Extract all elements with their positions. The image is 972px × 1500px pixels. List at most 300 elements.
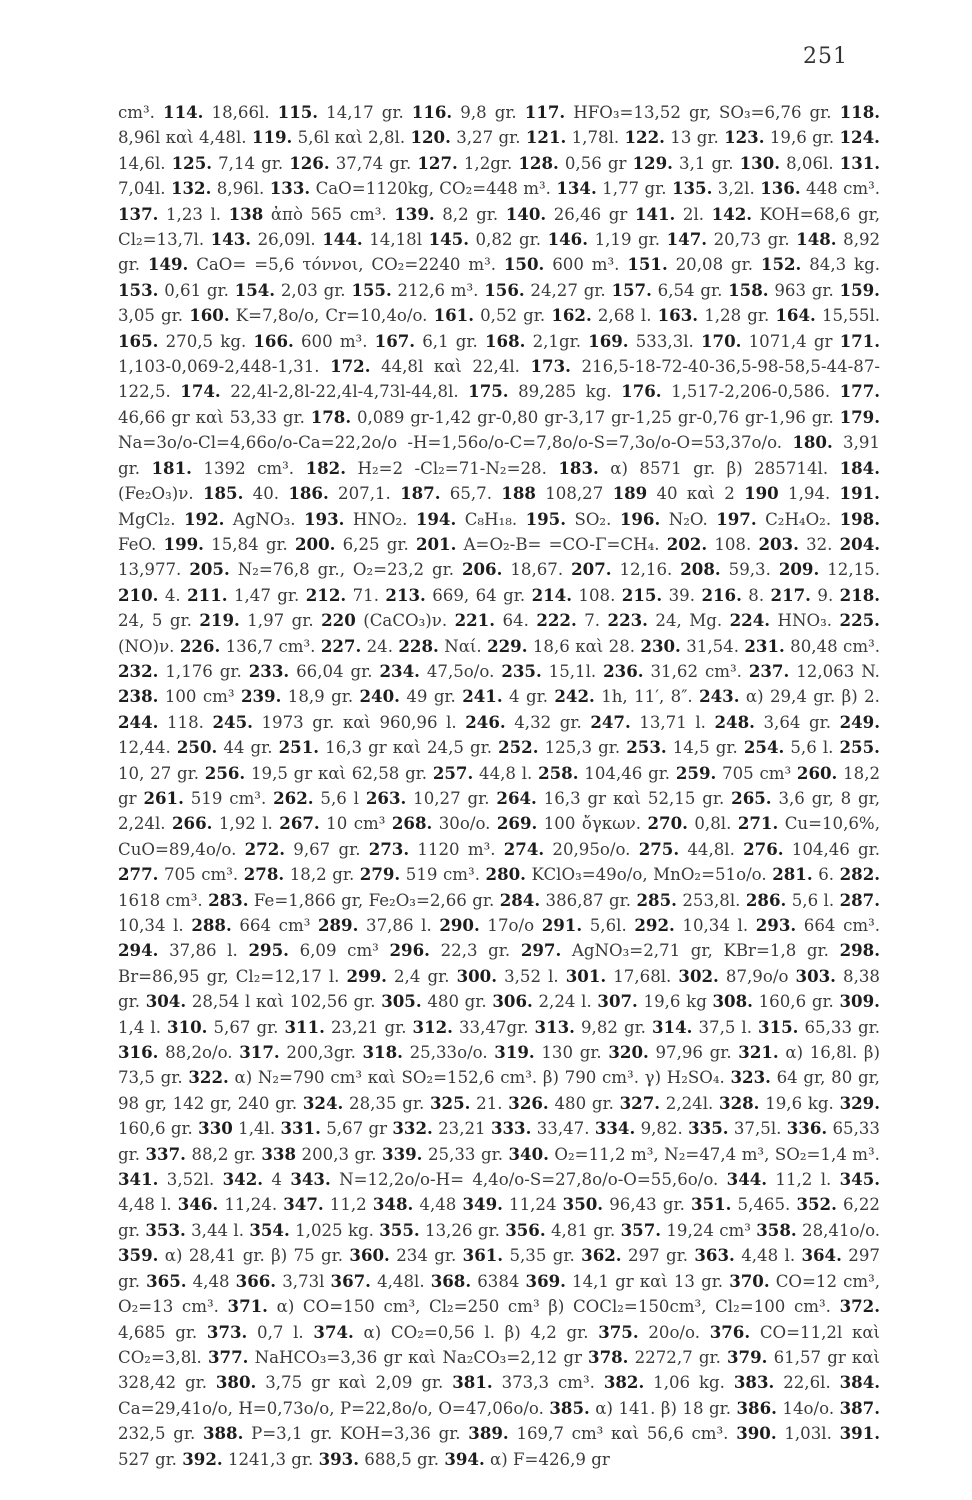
answer-number: 180. — [792, 432, 833, 453]
answer-number: 366. — [235, 1270, 277, 1291]
answer-number: 323. — [730, 1067, 771, 1088]
answer-entry — [595, 1119, 683, 1138]
answer-number: 114. — [163, 102, 204, 122]
answer-entry — [758, 535, 832, 554]
answer-entry — [504, 840, 631, 859]
answer-number: 145. — [428, 229, 469, 250]
answer-text: 8,96l. — [216, 179, 265, 199]
answer-number: 135. — [671, 178, 713, 199]
answer-text: 30o/o. — [438, 814, 491, 834]
answer-text: Br=86,95 gr, Cl₂=12,17 l. — [118, 966, 340, 986]
answer-text: 9,82 gr. — [580, 1017, 646, 1037]
answer-text: 19,6 gr. — [769, 128, 835, 148]
answer-number: 160. — [189, 305, 230, 326]
answer-text: 17,68l. — [613, 966, 672, 986]
answer-entry — [506, 205, 628, 224]
answer-entry — [182, 1450, 313, 1469]
answer-number: 335. — [688, 1118, 729, 1139]
answer-text: 88,2 gr. — [191, 1144, 256, 1164]
answer-text: 600 m³. — [300, 331, 368, 351]
answer-text: 1,97 gr. — [247, 611, 314, 631]
answer-text: 19,5 gr καὶ 62,58 gr. — [250, 763, 428, 783]
answer-text: 5,465. — [737, 1195, 791, 1215]
answer-entry — [412, 103, 517, 122]
answer-number: 140. — [505, 203, 547, 224]
answer-number: 315. — [758, 1016, 799, 1037]
answer-text: 527 gr. — [118, 1449, 177, 1469]
answer-entry — [318, 916, 432, 935]
answer-entry — [588, 332, 694, 351]
answer-text: 2,1gr. — [532, 331, 581, 351]
answer-number: 354. — [249, 1219, 290, 1240]
answer-entry — [239, 1043, 356, 1062]
answer-text: 23,21 gr. — [330, 1017, 407, 1037]
answer-entry — [211, 230, 316, 249]
answer-number: 215. — [621, 584, 663, 605]
answer-number: 231. — [744, 635, 785, 656]
answer-text: 200,3gr. — [286, 1043, 356, 1063]
answer-text: 373,3 cm³. — [501, 1373, 595, 1393]
answer-number: 179. — [839, 406, 880, 427]
answer-number: 295. — [248, 940, 289, 961]
answer-text: 1,103-0,069-2,448-1,31. — [118, 357, 320, 377]
answer-entry — [167, 1018, 278, 1037]
answer-text: 25,33o/o. — [409, 1043, 488, 1063]
answer-number: 133. — [269, 178, 311, 199]
answer-number: 373. — [206, 1321, 248, 1342]
answer-text: 8. — [748, 585, 765, 605]
answer-number: 250. — [176, 737, 218, 758]
answer-text: C₂H₄O₂. — [765, 509, 832, 529]
answer-number: 183. — [558, 457, 599, 478]
answer-entry — [492, 992, 591, 1011]
answer-entry — [699, 687, 880, 706]
answer-number: 197. — [716, 508, 757, 529]
answer-number: 338 — [261, 1143, 297, 1164]
answer-entry — [295, 535, 409, 554]
answer-text: 21. — [476, 1093, 503, 1113]
answer-text: 1,517-2,206-0,586. — [671, 382, 831, 402]
answer-entry — [213, 713, 457, 732]
answer-number: 325. — [430, 1092, 471, 1113]
answer-text: 600 m³. — [552, 255, 620, 275]
answer-text: Ca=29,41o/o, H=0,73o/o, P=22,8o/o, O=47,06o/o. — [118, 1398, 544, 1418]
answer-text: 28,35 gr. — [349, 1093, 425, 1113]
answer-text: 1,77 gr. — [602, 179, 667, 199]
answer-entry — [249, 662, 373, 681]
answer-number: 358. — [756, 1219, 797, 1240]
answer-entry — [680, 560, 771, 579]
answer-number: 221. — [454, 610, 495, 631]
answer-number: 244. — [118, 711, 159, 732]
answer-number: 217. — [770, 584, 811, 605]
answer-text: 10, 27 gr. — [118, 763, 200, 783]
answer-number: 333. — [490, 1118, 532, 1139]
answer-text: 125,3 gr. — [544, 738, 621, 758]
answer-text: 97,96 gr. — [655, 1043, 732, 1063]
answer-number: 371. — [227, 1296, 268, 1317]
answer-entry — [444, 1450, 609, 1469]
answer-number: 228. — [398, 635, 439, 656]
answer-number: 178. — [310, 406, 352, 427]
answer-text: 4 — [271, 1170, 282, 1190]
answer-number: 170. — [701, 330, 742, 351]
answer-entry — [771, 586, 834, 605]
answer-entry — [462, 687, 548, 706]
answer-text: 33,47gr. — [458, 1017, 529, 1037]
answer-entry — [452, 1373, 595, 1392]
answer-entry — [385, 586, 525, 605]
answer-text: 4,48 l. — [741, 1246, 796, 1266]
answer-entry — [486, 865, 767, 884]
answer-entry — [369, 840, 496, 859]
answer-text: 13 gr. — [670, 128, 719, 148]
answer-text: 19,24 cm³ — [666, 1220, 751, 1240]
answer-number: 222. — [536, 610, 577, 631]
answer-text: 18,9 gr. — [287, 687, 354, 707]
answer-number: 387. — [839, 1397, 880, 1418]
answer-entry — [198, 1119, 275, 1138]
answer-entry — [223, 1170, 282, 1189]
answer-text: 4,32 gr. — [514, 712, 582, 732]
answer-text: Fe=1,866 gr, Fe₂O₃=2,66 gr. — [253, 890, 495, 910]
answer-number: 349. — [462, 1194, 503, 1215]
answer-number: 273. — [368, 838, 410, 859]
answer-number: 150. — [503, 254, 545, 275]
answer-entry — [208, 891, 494, 910]
answer-entry — [563, 1195, 685, 1214]
answer-entry — [322, 230, 422, 249]
answer-text: 1,2gr. — [463, 153, 513, 173]
answer-number: 346. — [177, 1194, 219, 1215]
answer-text: 1,28 gr. — [704, 306, 770, 326]
answer-number: 278. — [243, 864, 285, 885]
answer-entry — [145, 1221, 244, 1240]
answer-number: 189 — [612, 483, 648, 504]
answer-text: 6384 — [477, 1271, 520, 1291]
answer-text: N=12,2o/o-H= 4,4o/o-S=27,8o/o-O=55,6o/o. — [339, 1170, 719, 1190]
answer-text: 108. — [714, 534, 752, 554]
answer-entry — [621, 382, 830, 401]
answer-number: 157. — [611, 279, 652, 300]
answer-number: 218. — [839, 584, 881, 605]
answer-entry — [400, 484, 492, 503]
answer-text: 12,063 N. — [796, 661, 880, 681]
answer-number: 296. — [389, 940, 430, 961]
answer-text: 519 cm³. — [405, 865, 480, 885]
answer-entry — [143, 789, 266, 808]
answer-number: 287. — [839, 889, 880, 910]
answer-number: 158. — [728, 279, 769, 300]
answer-entry — [756, 916, 880, 935]
answer-text: 3,1 gr. — [679, 153, 734, 173]
answer-text: 66,04 gr. — [296, 661, 373, 681]
answer-number: 232. — [118, 660, 159, 681]
answer-number: 324. — [302, 1092, 344, 1113]
answer-entry — [627, 255, 753, 274]
answer-text: 3,44 l. — [191, 1220, 244, 1240]
answer-entry — [394, 205, 498, 224]
answer-entry — [494, 1043, 601, 1062]
answer-number: 307. — [597, 991, 638, 1012]
answer-text: 5,6l. — [589, 916, 627, 935]
answer-number: 303. — [795, 965, 836, 986]
answer-text: 3,05 gr. — [118, 306, 184, 326]
answer-text: 100 ὄγκων. — [543, 814, 642, 834]
answer-entry — [734, 1373, 831, 1392]
answer-number: 370. — [729, 1270, 770, 1291]
answer-text: 22,6l. — [783, 1373, 831, 1393]
answer-number: 350. — [562, 1194, 604, 1215]
answer-number: 382. — [603, 1372, 645, 1393]
answer-entry — [672, 179, 755, 198]
answer-entry — [118, 662, 242, 681]
answer-text: 169,7 cm³ καὶ 56,6 cm³. — [516, 1424, 729, 1444]
answer-number: 393. — [318, 1448, 359, 1469]
answer-entry — [118, 586, 181, 605]
answer-entry — [691, 1195, 790, 1214]
answer-text: 2272,7 gr. — [634, 1347, 721, 1367]
answer-entry — [118, 332, 246, 351]
answer-number: 300. — [456, 965, 497, 986]
answer-entry — [501, 662, 596, 681]
answer-number: 270. — [647, 813, 688, 834]
answer-text: 6. — [818, 865, 835, 885]
answer-number: 235. — [501, 660, 542, 681]
answer-entry — [382, 1145, 503, 1164]
answer-number: 313. — [534, 1016, 575, 1037]
answer-number: 331. — [280, 1118, 321, 1139]
answer-text: 6,09 cm³ — [299, 941, 379, 961]
answer-number: 312. — [412, 1016, 453, 1037]
answer-number: 359. — [118, 1245, 159, 1266]
answer-number: 343. — [290, 1169, 331, 1190]
answer-text: 23,21 — [438, 1119, 486, 1139]
answer-text: 24, Mg. — [655, 611, 723, 631]
answer-entry — [164, 535, 288, 554]
answer-number: 282. — [839, 864, 881, 885]
answer-text: cm³. — [118, 103, 155, 122]
answer-entry — [678, 967, 788, 986]
answer-number: 271. — [737, 813, 779, 834]
answer-number: 385. — [549, 1397, 590, 1418]
answer-text: α) F=426,9 gr — [490, 1449, 610, 1469]
answer-entry — [746, 891, 834, 910]
answer-number: 204. — [839, 533, 881, 554]
answer-entry — [536, 611, 600, 630]
answer-number: 127. — [417, 152, 458, 173]
answer-text: 8,92 gr. — [118, 230, 881, 275]
answer-text: SO₂. — [574, 509, 612, 529]
answer-text: 64. — [502, 611, 529, 631]
answer-text: 9,8 gr. — [460, 103, 517, 122]
answer-text: 8,06l. — [786, 153, 834, 173]
answer-number: 137. — [118, 203, 159, 224]
answer-entry — [525, 103, 832, 122]
answer-entry — [487, 637, 635, 656]
answer-number: 294. — [118, 940, 159, 961]
answer-entry — [289, 154, 411, 173]
answer-text: KOH=68,6 gr, Cl₂=13,7l. — [118, 204, 881, 250]
answer-entry — [331, 1272, 425, 1291]
answer-text: HFO₃=13,52 gr, SO₃=6,76 gr. — [573, 103, 832, 122]
answer-number: 319. — [494, 1042, 535, 1063]
answer-number: 255. — [839, 737, 880, 758]
answer-entry — [613, 484, 735, 503]
answer-entry — [416, 535, 660, 554]
answer-text: 12,15. — [827, 560, 881, 580]
answer-text: 3,52 l. — [504, 966, 559, 986]
answer-number: 187. — [400, 483, 441, 504]
answer-text: 5,35 gr. — [509, 1246, 575, 1266]
answer-entry — [719, 1094, 834, 1113]
answer-text: α) 141. β) 18 gr. — [595, 1398, 732, 1418]
answer-number: 341. — [118, 1169, 159, 1190]
answer-number: 328. — [719, 1092, 760, 1113]
answer-text: 12,16. — [619, 560, 673, 580]
answer-text: 4,48 — [192, 1271, 230, 1291]
answer-text: 160,6 gr. — [758, 992, 834, 1012]
answer-number: 167. — [374, 330, 416, 351]
answer-entry — [658, 306, 770, 325]
answer-text: 1h, 11′, 8″. — [601, 687, 693, 707]
answer-text: 688,5 gr. — [364, 1449, 440, 1469]
answer-entry — [571, 560, 672, 579]
answer-text: 61,57 gr καὶ 328,42 gr. — [118, 1347, 881, 1393]
answer-entry — [694, 1246, 795, 1265]
answer-number: 143. — [210, 229, 252, 250]
answer-text: 89,285 kg. — [518, 382, 612, 402]
answer-entry — [270, 179, 551, 198]
answer-entry — [636, 891, 740, 910]
answer-number: 344. — [726, 1169, 768, 1190]
answer-text: 1,47 gr. — [233, 585, 300, 605]
answer-entry — [566, 967, 672, 986]
answer-text: 88,2o/o. — [165, 1043, 233, 1063]
answer-number: 351. — [690, 1194, 732, 1215]
answer-number: 257. — [432, 762, 474, 783]
answer-entry — [392, 1119, 485, 1138]
answer-text: K=7,8o/o, Cr=10,4o/o. — [235, 306, 428, 326]
answer-entry — [518, 154, 626, 173]
answer-text: 234 gr. — [396, 1246, 457, 1266]
answer-entry — [349, 1246, 456, 1265]
answer-text: 14o/o. — [782, 1398, 835, 1418]
answer-entry — [245, 840, 361, 859]
answer-number: 302. — [678, 965, 719, 986]
answer-text: 270,5 kg. — [165, 331, 247, 351]
answer-entry — [433, 764, 532, 783]
answer-number: 182. — [305, 457, 346, 478]
answer-entry — [311, 408, 834, 427]
answer-text: 16,3 gr καὶ 24,5 gr. — [325, 738, 492, 758]
answer-entry — [184, 510, 296, 529]
answer-text: 108. — [578, 585, 616, 605]
answer-text: 24, 5 gr. — [118, 611, 192, 631]
answer-text: 20,73 gr. — [713, 230, 790, 250]
answer-number: 226. — [179, 635, 221, 656]
answer-text: 386,87 gr. — [545, 890, 632, 910]
answer-entry — [229, 205, 387, 224]
answer-entry — [558, 459, 828, 478]
answer-number: 297. — [520, 940, 562, 961]
answer-text: α) 29,4 gr. β) 2. — [745, 687, 880, 707]
answer-text: 20,08 gr. — [675, 255, 754, 275]
answer-number: 220 — [321, 610, 356, 631]
answer-entry — [279, 814, 385, 833]
answer-entry — [743, 840, 880, 859]
answer-text: 1,4l. — [238, 1119, 276, 1139]
answer-text: 14,17 gr. — [326, 103, 404, 122]
answer-entry — [588, 1348, 721, 1367]
answer-text: 216,5-18-72-40-36,5-98-58,5-44-87-122,5. — [118, 357, 881, 402]
answer-text: 705 cm³. — [163, 865, 239, 885]
answer-entry — [118, 103, 155, 122]
answer-entry — [205, 764, 427, 783]
answer-text: α) 28,41 gr. β) 75 gr. — [164, 1246, 344, 1266]
answer-text: 3,64 gr. — [763, 712, 832, 732]
answer-entry — [313, 1323, 588, 1342]
answer-entry — [504, 255, 620, 274]
answer-text: 11,24. — [224, 1195, 278, 1215]
answer-text: 24. — [366, 636, 394, 656]
answer-entry — [496, 789, 724, 808]
answer-text: 18,66l. — [211, 103, 270, 122]
answer-number: 292. — [634, 915, 675, 935]
answer-number: 367. — [330, 1270, 371, 1291]
answer-text: 13,26 gr. — [425, 1220, 500, 1240]
answer-entry — [756, 1221, 880, 1240]
answer-entry — [430, 1094, 503, 1113]
answer-text: 1618 cm³. — [118, 890, 203, 910]
answer-number: 330 — [198, 1118, 233, 1139]
answer-entry — [634, 916, 748, 935]
answer-number: 291. — [541, 915, 583, 935]
answer-entry — [235, 281, 346, 300]
answer-entry — [468, 1424, 728, 1443]
answer-text: 17o/o — [487, 916, 535, 935]
answer-number: 286. — [745, 889, 787, 910]
answer-number: 210. — [118, 584, 159, 605]
answer-text: Na=3o/o-Cl=4,66o/o-Ca=22,2o/o -H=1,56o/o-C=7,8o/o-S=7,3o/o-O=53,37o/o. — [118, 433, 783, 453]
answer-number: 269. — [496, 813, 538, 834]
answer-text: 160,6 gr. — [118, 1119, 193, 1139]
answer-text: 6,1 gr. — [422, 331, 478, 351]
answer-number: 224. — [729, 610, 771, 631]
answer-entry — [373, 1195, 457, 1214]
answer-number: 246. — [465, 711, 506, 732]
answer-entry — [398, 637, 481, 656]
answer-entry — [253, 332, 367, 351]
answer-entry — [501, 484, 603, 503]
answer-text: 1120 m³. — [417, 839, 496, 859]
answer-number: 310. — [167, 1016, 208, 1037]
answer-entry — [177, 738, 273, 757]
answer-number: 316. — [118, 1042, 159, 1063]
answer-number: 391. — [839, 1423, 880, 1444]
answer-entry — [465, 713, 582, 732]
answer-text: 11,24 — [509, 1195, 557, 1215]
answer-number: 213. — [385, 584, 426, 605]
answer-number: 195. — [525, 508, 566, 529]
answer-text: 2l. — [682, 204, 705, 224]
answer-number: 378. — [588, 1346, 629, 1367]
answer-number: 336. — [786, 1118, 828, 1139]
answer-number: 375. — [598, 1321, 639, 1342]
answer-text: 16,3 gr καὶ 52,15 gr. — [543, 788, 725, 808]
answer-text: 2,68 l. — [597, 306, 652, 326]
answer-text: 0,61 gr. — [164, 280, 229, 300]
